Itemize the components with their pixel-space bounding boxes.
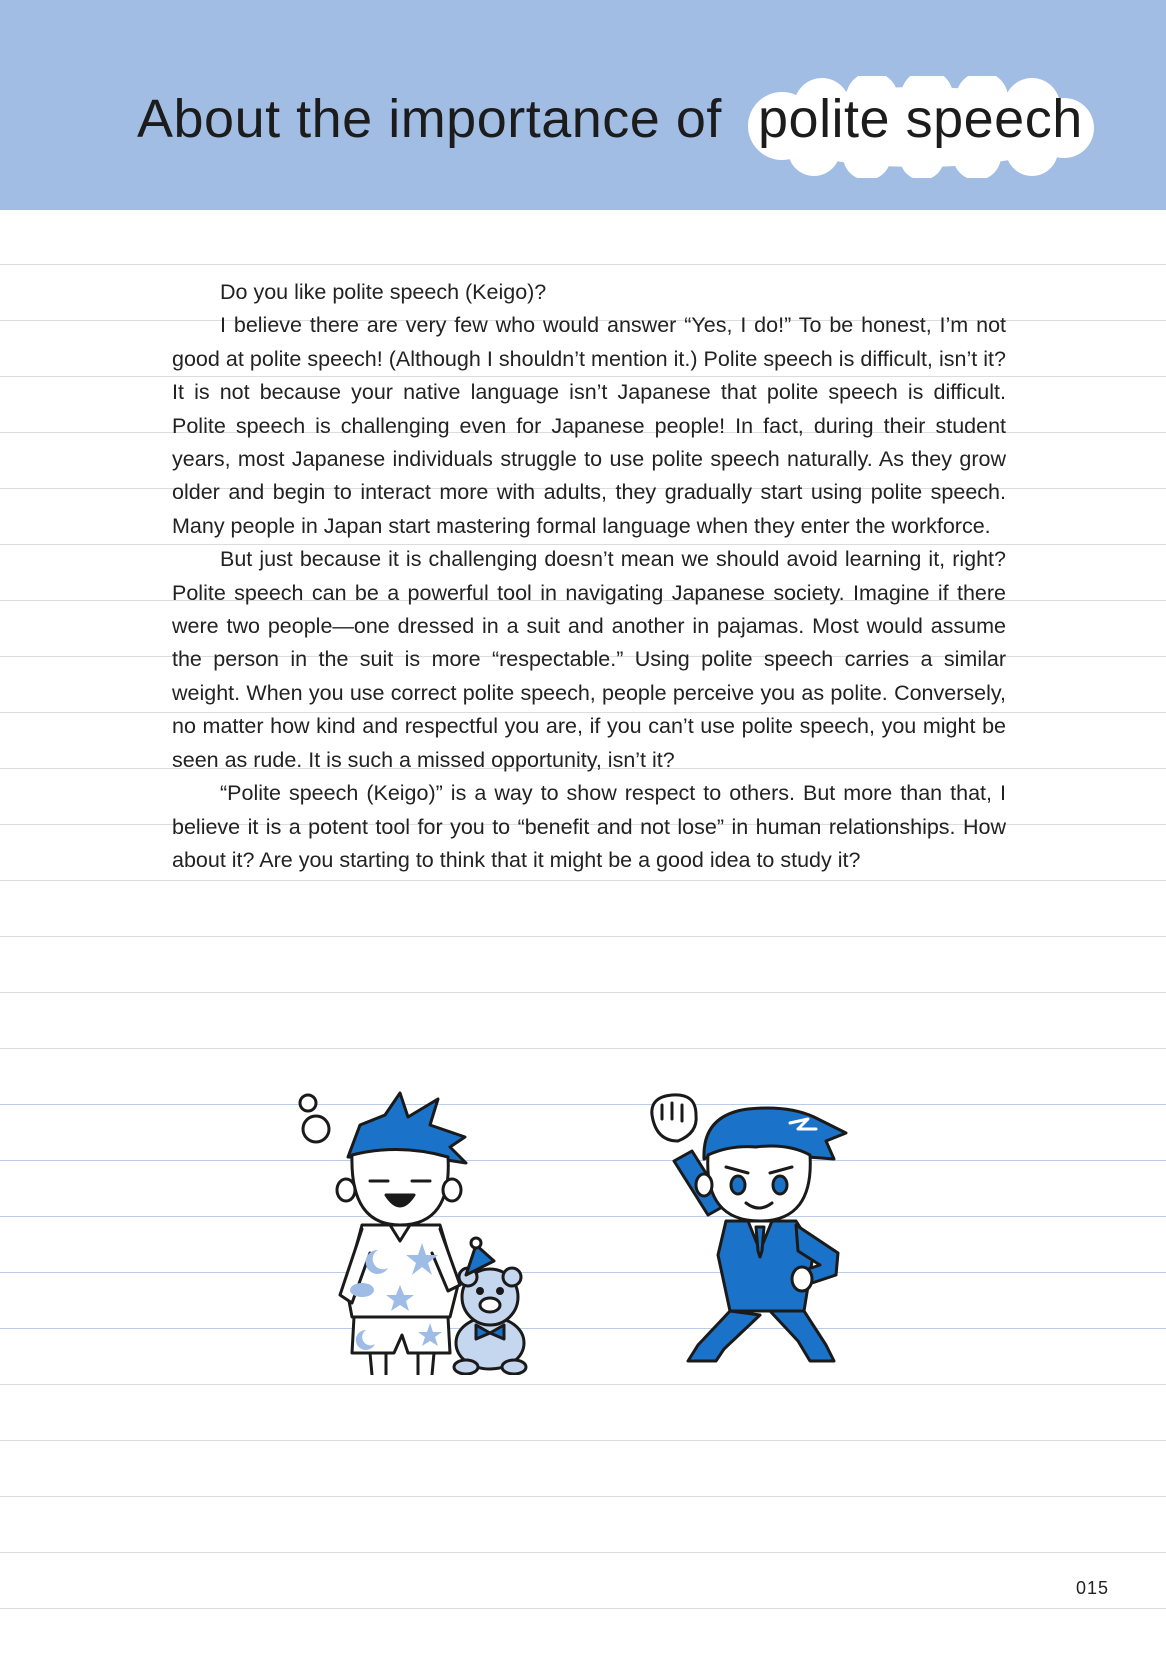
ruled-line [0, 1272, 1166, 1273]
ruled-line [0, 1216, 1166, 1217]
ruled-line [0, 880, 1166, 881]
page-number: 015 [1076, 1578, 1110, 1598]
ruled-line [0, 264, 1166, 265]
ruled-line [0, 1384, 1166, 1385]
suit-man-illustration [638, 1075, 888, 1365]
header-band [0, 0, 1166, 210]
ruled-line [0, 1104, 1166, 1105]
page-title-highlight: polite speech [758, 89, 1083, 149]
paragraph-conclusion: “Polite speech (Keigo)” is a way to show respect to others. But more than that, I believe it is a potent tool for you to “benefit and not lose” in human relationships. How about it? Are you starting to think that it might be a good idea to study it? [172, 781, 1006, 872]
ruled-line [0, 1496, 1166, 1497]
ruled-line [0, 936, 1166, 937]
paragraph-suit-analogy: But just because it is challenging doesn’t mean we should avoid learning it, right? Polite speech can be a powerful tool in navigating Japanese society. Imagine if there were two people—one dressed in a suit and another in pajamas. Most would assume the person in the suit is more “respectable.” Using polite speech carries a similar weight. When you use correct polite speech, people perceive you as polite. Conversely, no matter how kind and respectful you are, if you can’t use polite speech, you might be seen as rude. It is such a missed opportunity, isn’t it? [172, 547, 1006, 772]
pajama-boy-illustration [290, 1085, 550, 1375]
ruled-line [0, 992, 1166, 993]
page-title: About the importance of [137, 89, 722, 149]
ruled-line [0, 1328, 1166, 1329]
article-body [172, 276, 1006, 877]
ruled-line [0, 1608, 1166, 1609]
ruled-line [0, 1048, 1166, 1049]
paragraph-difficulty: I believe there are very few who would answer “Yes, I do!” To be honest, I’m not good at polite speech! (Although I shouldn’t mention it.) Polite speech is difficult, isn’t it? It is not because your native language isn’t Japanese that polite speech is difficult. Polite speech is challenging even for Japanese people! In fact, during their student years, most Japanese individuals struggle to use polite speech naturally. As they grow older and begin to interact more with adults, they gradually start using polite speech. Many people in Japan start mastering formal language when they enter the workforce. [172, 313, 1006, 538]
ruled-line [0, 1160, 1166, 1161]
ruled-line [0, 1440, 1166, 1441]
ruled-line [0, 1552, 1166, 1553]
paragraph-intro-question: Do you like polite speech (Keigo)? [220, 280, 547, 304]
